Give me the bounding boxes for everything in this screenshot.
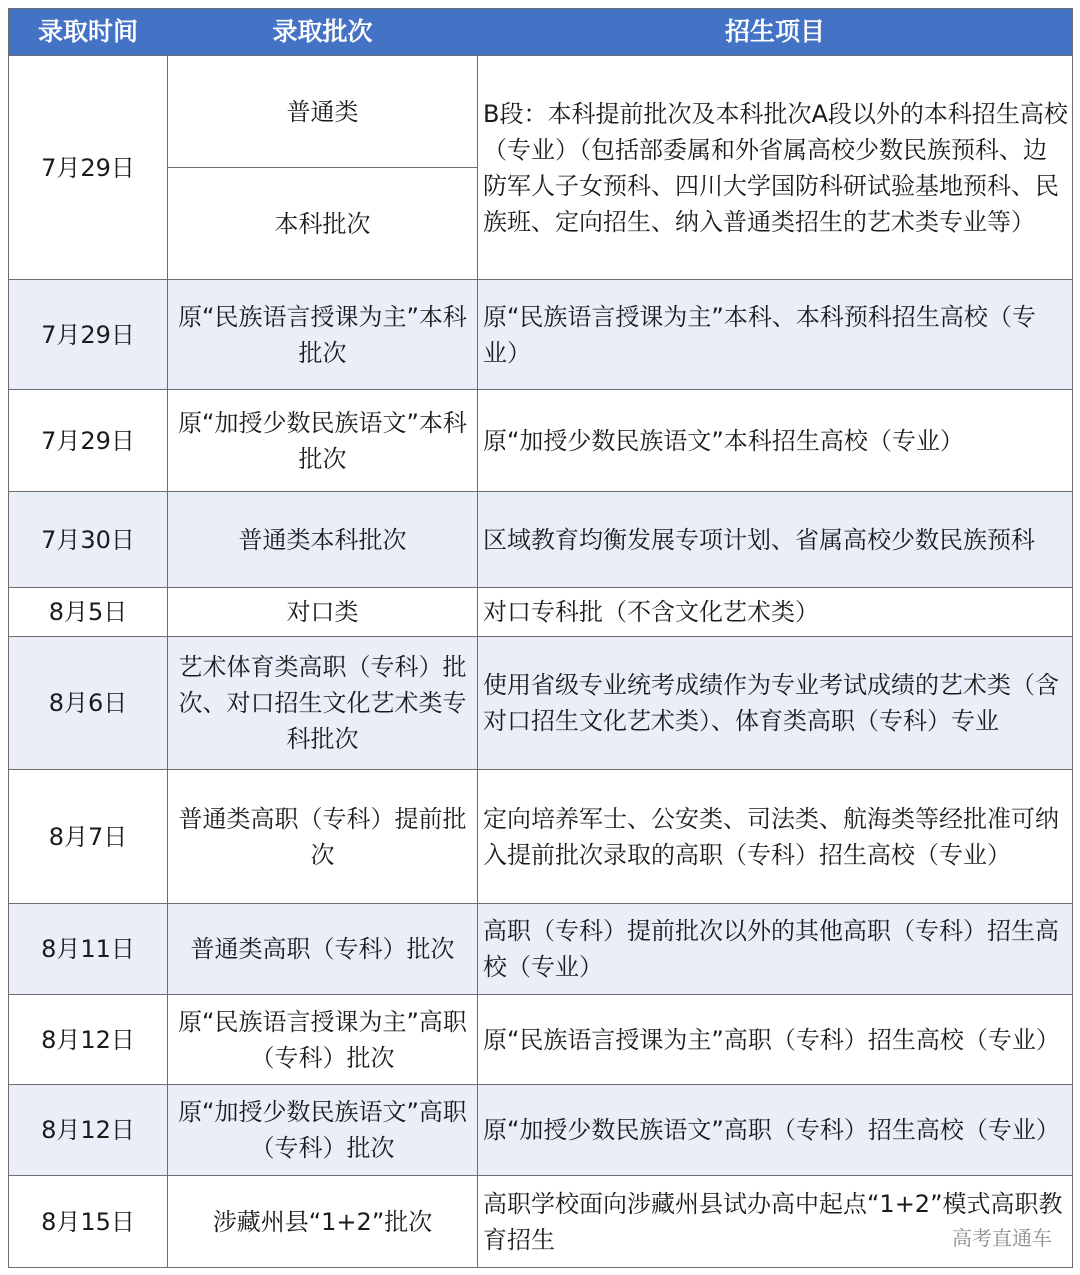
date-cell: 8月15日 bbox=[9, 1176, 168, 1268]
admission-schedule-table bbox=[8, 8, 1073, 1268]
watermark: 高考直通车 bbox=[952, 1226, 1052, 1250]
date-cell: 8月12日 bbox=[9, 1085, 168, 1176]
table-row bbox=[9, 637, 1073, 770]
project-cell: 高职学校面向涉藏州县试办高中起点“1+2”模式高职教育招生 bbox=[478, 1176, 1073, 1268]
table-row bbox=[9, 1176, 1073, 1268]
batch-cell: 艺术体育类高职（专科）批次、对口招生文化艺术类专科批次 bbox=[168, 637, 478, 770]
table-row bbox=[9, 390, 1073, 492]
date-cell: 7月29日 bbox=[9, 390, 168, 492]
batch-cell: 普通类 bbox=[168, 56, 478, 168]
table-row bbox=[9, 588, 1073, 637]
header-batch: 录取批次 bbox=[168, 9, 478, 56]
batch-cell: 本科批次 bbox=[168, 168, 478, 280]
header-date: 录取时间 bbox=[9, 9, 168, 56]
batch-cell: 对口类 bbox=[168, 588, 478, 637]
date-cell: 7月29日 bbox=[9, 56, 168, 280]
header-project: 招生项目 bbox=[478, 9, 1073, 56]
batch-cell: 原“加授少数民族语文”高职（专科）批次 bbox=[168, 1085, 478, 1176]
date-cell: 8月6日 bbox=[9, 637, 168, 770]
project-cell: 对口专科批（不含文化艺术类） bbox=[478, 588, 1073, 637]
date-cell: 8月11日 bbox=[9, 904, 168, 995]
batch-cell: 原“民族语言授课为主”高职（专科）批次 bbox=[168, 995, 478, 1085]
table-row bbox=[9, 904, 1073, 995]
project-cell: 定向培养军士、公安类、司法类、航海类等经批准可纳入提前批次录取的高职（专科）招生高校（专业） bbox=[478, 770, 1073, 904]
table-row bbox=[9, 280, 1073, 390]
date-cell: 7月29日 bbox=[9, 280, 168, 390]
project-cell: 高职（专科）提前批次以外的其他高职（专科）招生高校（专业） bbox=[478, 904, 1073, 995]
batch-cell: 普通类高职（专科）提前批次 bbox=[168, 770, 478, 904]
date-cell: 8月7日 bbox=[9, 770, 168, 904]
table-header bbox=[9, 9, 1073, 56]
table-row bbox=[9, 492, 1073, 588]
project-cell: 原“民族语言授课为主”本科、本科预科招生高校（专业） bbox=[478, 280, 1073, 390]
table-row bbox=[9, 995, 1073, 1085]
project-cell: 区域教育均衡发展专项计划、省属高校少数民族预科 bbox=[478, 492, 1073, 588]
project-cell: 使用省级专业统考成绩作为专业考试成绩的艺术类（含对口招生文化艺术类）、体育类高职（专科）专业 bbox=[478, 637, 1073, 770]
table-row bbox=[9, 770, 1073, 904]
date-cell: 7月30日 bbox=[9, 492, 168, 588]
project-cell: 原“民族语言授课为主”高职（专科）招生高校（专业） bbox=[478, 995, 1073, 1085]
batch-cell: 普通类本科批次 bbox=[168, 492, 478, 588]
date-cell: 8月5日 bbox=[9, 588, 168, 637]
batch-cell: 原“加授少数民族语文”本科批次 bbox=[168, 390, 478, 492]
project-cell: 原“加授少数民族语文”本科招生高校（专业） bbox=[478, 390, 1073, 492]
table-row bbox=[9, 1085, 1073, 1176]
project-cell: 原“加授少数民族语文”高职（专科）招生高校（专业） bbox=[478, 1085, 1073, 1176]
batch-cell: 原“民族语言授课为主”本科批次 bbox=[168, 280, 478, 390]
project-cell: B段：本科提前批次及本科批次A段以外的本科招生高校（专业）（包括部委属和外省属高校少数民族预科、边防军人子女预科、四川大学国防科研试验基地预科、民族班、定向招生、纳入普通类招生的艺术类专业等） bbox=[478, 56, 1073, 280]
batch-cell: 普通类高职（专科）批次 bbox=[168, 904, 478, 995]
table-row bbox=[9, 56, 1073, 168]
date-cell: 8月12日 bbox=[9, 995, 168, 1085]
batch-cell: 涉藏州县“1+2”批次 bbox=[168, 1176, 478, 1268]
